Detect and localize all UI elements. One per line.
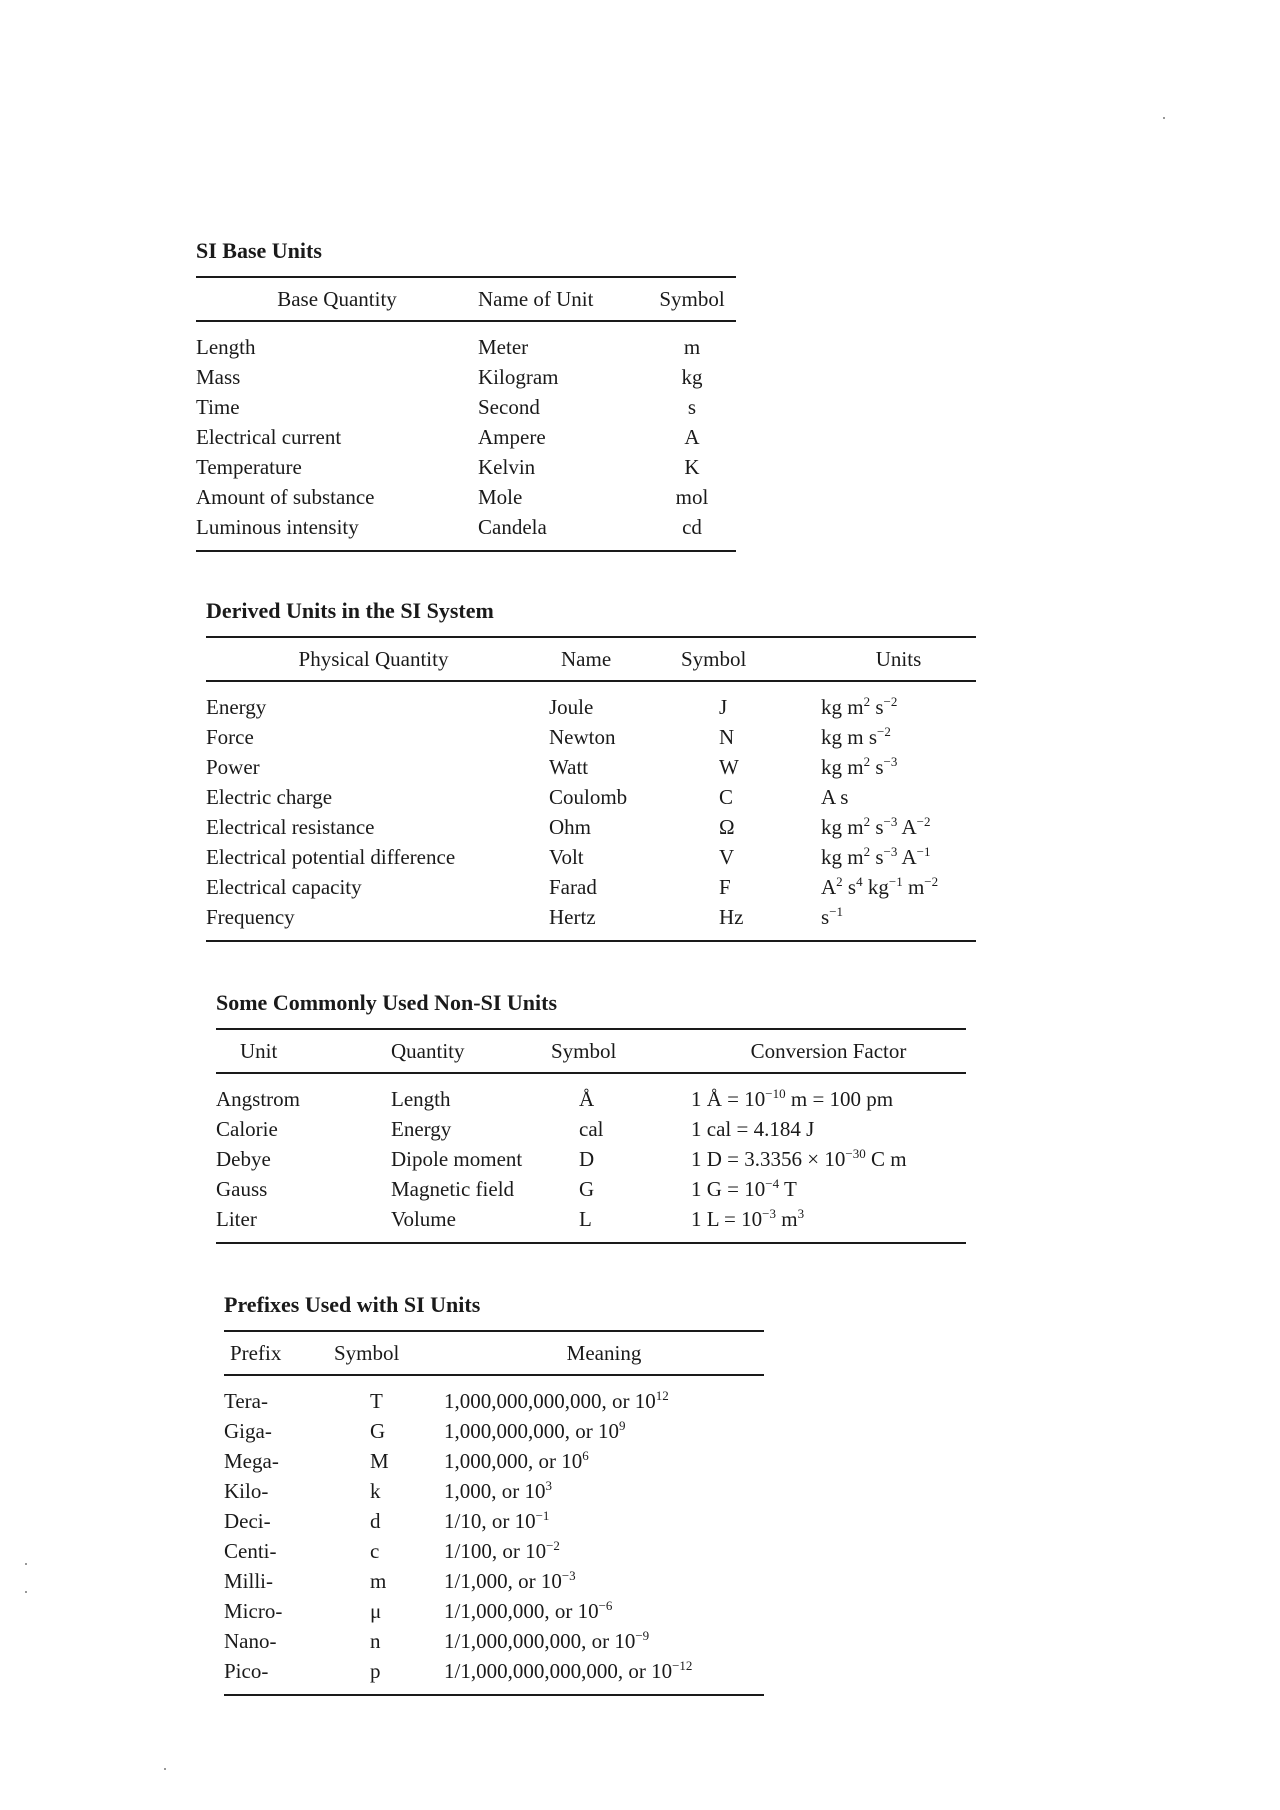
- derived-units-section: [206, 596, 976, 942]
- exponent: −1: [535, 1507, 550, 1523]
- units-cell: [821, 752, 976, 782]
- symbol-cell: μ: [370, 1598, 382, 1623]
- meaning-cell: [444, 1656, 764, 1695]
- non-si-units-body: [216, 1073, 966, 1243]
- exponent: 2: [863, 693, 871, 709]
- base-text: 1,000,000, or 10: [444, 1448, 583, 1473]
- base-text: m: [902, 874, 925, 899]
- column-header: Name: [541, 637, 681, 681]
- symbol-cell: n: [370, 1628, 381, 1653]
- base-text: kg m s: [821, 724, 878, 749]
- table-row: [206, 872, 976, 902]
- table-row: [216, 1073, 966, 1114]
- exponent: −9: [635, 1627, 650, 1643]
- physical-quantity-cell: Electric charge: [206, 784, 333, 809]
- units-cell: [821, 722, 976, 752]
- table-row: [196, 362, 736, 392]
- unit-name-cell: Farad: [549, 874, 597, 899]
- table-header-row: [206, 637, 976, 681]
- base-text: 1/1,000, or 10: [444, 1568, 562, 1593]
- physical-quantity-cell: Electrical capacity: [206, 874, 362, 899]
- base-text: 1,000,000,000, or 10: [444, 1418, 619, 1443]
- si-base-units-table: [196, 276, 736, 552]
- table-row: [196, 452, 736, 482]
- base-text: C m: [865, 1146, 907, 1171]
- scan-speck: [164, 1768, 166, 1770]
- base-text: 1/1,000,000, or 10: [444, 1598, 599, 1623]
- base-text: kg m: [821, 844, 864, 869]
- unit-name-cell: Kilogram: [478, 364, 559, 389]
- exponent: −3: [883, 753, 898, 769]
- column-header: Symbol: [551, 1029, 691, 1073]
- non-si-units-section: [216, 988, 966, 1244]
- exponent: 9: [619, 1417, 626, 1433]
- meaning-cell: [444, 1536, 764, 1566]
- quantity-cell: Energy: [391, 1116, 452, 1141]
- unit-name-cell: Volt: [549, 844, 584, 869]
- base-text: s: [821, 904, 830, 929]
- scan-speck: [25, 1591, 27, 1593]
- unit-cell: Calorie: [216, 1116, 278, 1141]
- base-quantity-cell: Mass: [196, 364, 241, 389]
- base-text: s: [842, 874, 857, 899]
- physical-quantity-cell: Energy: [206, 694, 267, 719]
- column-header: Symbol: [334, 1331, 444, 1375]
- unit-name-cell: Second: [478, 394, 540, 419]
- base-quantity-cell: Amount of substance: [196, 484, 375, 509]
- unit-name-cell: Ohm: [549, 814, 591, 839]
- base-text: s: [870, 844, 884, 869]
- base-text: A: [897, 844, 917, 869]
- exponent: −2: [924, 873, 939, 889]
- symbol-cell: k: [370, 1478, 381, 1503]
- unit-name-cell: Coulomb: [549, 784, 628, 809]
- column-header: Conversion Factor: [691, 1029, 966, 1073]
- table-row: [196, 482, 736, 512]
- base-text: kg: [862, 874, 889, 899]
- symbol-cell: cd: [648, 512, 736, 551]
- base-text: s: [870, 814, 884, 839]
- conversion-factor-cell: [691, 1073, 966, 1114]
- exponent: −12: [672, 1657, 693, 1673]
- unit-name-cell: Kelvin: [478, 454, 536, 479]
- symbol-cell: N: [719, 724, 735, 749]
- table-header-row: [196, 277, 736, 321]
- table-row: [224, 1476, 764, 1506]
- symbol-cell: c: [370, 1538, 380, 1563]
- prefix-cell: Deci-: [224, 1508, 271, 1533]
- conversion-factor-cell: [691, 1114, 966, 1144]
- prefixes-table: [224, 1330, 764, 1696]
- base-text: A s: [821, 784, 849, 809]
- exponent: −2: [883, 693, 898, 709]
- physical-quantity-cell: Frequency: [206, 902, 541, 941]
- table-row: [224, 1656, 764, 1695]
- si-base-units-section: [196, 236, 736, 552]
- base-text: kg m: [821, 814, 864, 839]
- unit-name-cell: Meter: [478, 334, 529, 359]
- column-header: Meaning: [444, 1331, 764, 1375]
- base-text: T: [779, 1176, 797, 1201]
- conversion-factor-cell: [691, 1204, 966, 1243]
- base-text: s: [870, 754, 884, 779]
- table-row: [206, 681, 976, 722]
- conversion-factor-cell: [691, 1144, 966, 1174]
- physical-quantity-cell: Electrical potential difference: [206, 844, 456, 869]
- conversion-factor-cell: [691, 1174, 966, 1204]
- base-text: A: [821, 874, 837, 899]
- prefix-cell: Centi-: [224, 1538, 277, 1563]
- symbol-cell: Hz: [681, 902, 821, 941]
- meaning-cell: [444, 1375, 764, 1416]
- derived-units-table: [206, 636, 976, 942]
- exponent: −3: [561, 1567, 576, 1583]
- exponent: 3: [797, 1205, 805, 1221]
- symbol-cell: A: [684, 424, 700, 449]
- column-header: Quantity: [371, 1029, 551, 1073]
- units-cell: [821, 782, 976, 812]
- table-row: [224, 1375, 764, 1416]
- exponent: −2: [877, 723, 891, 739]
- quantity-cell: Magnetic field: [391, 1176, 515, 1201]
- exponent: 2: [863, 753, 871, 769]
- symbol-cell: Å: [579, 1086, 595, 1111]
- base-text: 1 G = 10: [691, 1176, 766, 1201]
- section-title: Derived Units in the SI System: [206, 598, 494, 623]
- unit-name-cell: Newton: [549, 724, 616, 749]
- exponent: −6: [598, 1597, 613, 1613]
- quantity-cell: Volume: [371, 1204, 551, 1243]
- meaning-cell: [444, 1626, 764, 1656]
- table-row: [206, 782, 976, 812]
- unit-cell: Liter: [216, 1204, 371, 1243]
- meaning-cell: [444, 1566, 764, 1596]
- table-row: [196, 392, 736, 422]
- prefix-cell: Pico-: [224, 1656, 334, 1695]
- exponent: −3: [762, 1205, 776, 1221]
- column-header: Symbol: [681, 637, 821, 681]
- base-text: 1,000, or 10: [444, 1478, 546, 1503]
- meaning-cell: [444, 1446, 764, 1476]
- meaning-cell: [444, 1476, 764, 1506]
- exponent: −2: [546, 1537, 560, 1553]
- prefix-cell: Milli-: [224, 1568, 274, 1593]
- column-header: Symbol: [648, 277, 736, 321]
- table-row: [216, 1204, 966, 1243]
- section-title: Prefixes Used with SI Units: [224, 1292, 481, 1317]
- base-quantity-cell: Temperature: [196, 454, 302, 479]
- exponent: 4: [856, 873, 863, 889]
- symbol-cell: C: [719, 784, 734, 809]
- prefixes-section: [224, 1290, 764, 1696]
- table-row: [216, 1144, 966, 1174]
- units-cell: [821, 872, 976, 902]
- unit-cell: Debye: [216, 1146, 271, 1171]
- table-row: [196, 512, 736, 551]
- table-header-row: [224, 1331, 764, 1375]
- symbol-cell: L: [551, 1204, 691, 1243]
- unit-cell: Gauss: [216, 1176, 268, 1201]
- base-text: m = 100 pm: [785, 1086, 894, 1111]
- base-quantity-cell: Electrical current: [196, 424, 342, 449]
- table-row: [224, 1416, 764, 1446]
- table-row: [224, 1506, 764, 1536]
- exponent: 3: [545, 1477, 552, 1493]
- prefix-cell: Micro-: [224, 1598, 283, 1623]
- base-text: 1/100, or 10: [444, 1538, 547, 1563]
- table-row: [206, 842, 976, 872]
- column-header: Unit: [216, 1029, 371, 1073]
- table-row: [196, 321, 736, 362]
- unit-name-cell: Candela: [478, 512, 648, 551]
- table-row: [224, 1566, 764, 1596]
- derived-units-body: [206, 681, 976, 941]
- symbol-cell: V: [719, 844, 735, 869]
- base-quantity-cell: Time: [196, 394, 240, 419]
- base-text: kg m: [821, 754, 864, 779]
- physical-quantity-cell: Power: [206, 754, 260, 779]
- table-row: [216, 1174, 966, 1204]
- section-title: SI Base Units: [196, 238, 322, 263]
- unit-name-cell: Hertz: [541, 902, 681, 941]
- physical-quantity-cell: Force: [206, 724, 254, 749]
- prefix-cell: Mega-: [224, 1448, 279, 1473]
- table-header-row: [216, 1029, 966, 1073]
- base-text: kg m: [821, 694, 864, 719]
- section-title: Some Commonly Used Non-SI Units: [216, 990, 558, 1015]
- table-row: [224, 1626, 764, 1656]
- exponent: −2: [916, 813, 931, 829]
- prefix-cell: Tera-: [224, 1388, 268, 1413]
- table-row: [224, 1596, 764, 1626]
- exponent: 2: [863, 813, 871, 829]
- units-cell: [821, 812, 976, 842]
- units-cell: [821, 902, 976, 941]
- symbol-cell: F: [719, 874, 731, 899]
- non-si-units-table: [216, 1028, 966, 1244]
- exponent: −3: [883, 843, 898, 859]
- exponent: 2: [836, 873, 843, 889]
- base-quantity-cell: Length: [196, 334, 256, 359]
- symbol-cell: p: [334, 1656, 444, 1695]
- meaning-cell: [444, 1416, 764, 1446]
- symbol-cell: Ω: [719, 814, 735, 839]
- base-text: A: [897, 814, 917, 839]
- table-row: [224, 1446, 764, 1476]
- base-text: m: [776, 1206, 798, 1231]
- exponent: −1: [829, 903, 844, 919]
- column-header: Name of Unit: [478, 277, 648, 321]
- unit-name-cell: Watt: [549, 754, 589, 779]
- column-header: Physical Quantity: [206, 637, 541, 681]
- meaning-cell: [444, 1506, 764, 1536]
- meaning-cell: [444, 1596, 764, 1626]
- prefixes-body: [224, 1375, 764, 1695]
- symbol-cell: s: [687, 394, 697, 419]
- table-row: [206, 902, 976, 941]
- base-text: 1/1,000,000,000,000, or 10: [444, 1658, 673, 1683]
- symbol-cell: cal: [579, 1116, 604, 1141]
- unit-name-cell: Ampere: [478, 424, 546, 449]
- symbol-cell: kg: [681, 364, 703, 389]
- symbol-cell: m: [370, 1568, 387, 1593]
- symbol-cell: D: [579, 1146, 595, 1171]
- exponent: −30: [845, 1145, 866, 1161]
- base-text: 1 L = 10: [691, 1206, 763, 1231]
- units-cell: [821, 681, 976, 722]
- exponent: −4: [765, 1175, 780, 1191]
- base-text: 1 cal = 4.184 J: [691, 1116, 815, 1141]
- prefix-cell: Kilo-: [224, 1478, 269, 1503]
- unit-name-cell: Joule: [549, 694, 594, 719]
- base-text: 1,000,000,000,000, or 10: [444, 1388, 656, 1413]
- exponent: −1: [888, 873, 903, 889]
- symbol-cell: G: [579, 1176, 595, 1201]
- prefix-cell: Nano-: [224, 1628, 277, 1653]
- quantity-cell: Dipole moment: [391, 1146, 523, 1171]
- table-row: [206, 722, 976, 752]
- scan-speck: [1163, 117, 1165, 119]
- quantity-cell: Length: [391, 1086, 451, 1111]
- base-text: 1/1,000,000,000, or 10: [444, 1628, 636, 1653]
- exponent: 2: [863, 843, 871, 859]
- column-header: Units: [821, 637, 976, 681]
- symbol-cell: m: [683, 334, 701, 359]
- exponent: −1: [916, 843, 931, 859]
- exponent: 12: [655, 1387, 669, 1403]
- exponent: −3: [883, 813, 898, 829]
- base-text: s: [870, 694, 884, 719]
- prefix-cell: Giga-: [224, 1418, 272, 1443]
- base-text: 1 D = 3.3356 × 10: [691, 1146, 846, 1171]
- units-cell: [821, 842, 976, 872]
- table-row: [216, 1114, 966, 1144]
- symbol-cell: d: [370, 1508, 381, 1533]
- column-header: Prefix: [224, 1331, 334, 1375]
- table-row: [206, 752, 976, 782]
- base-quantity-cell: Luminous intensity: [196, 512, 478, 551]
- symbol-cell: M: [370, 1448, 389, 1473]
- column-header: Base Quantity: [196, 277, 478, 321]
- symbol-cell: J: [719, 694, 728, 719]
- base-text: 1 Å = 10: [691, 1086, 766, 1111]
- symbol-cell: K: [684, 454, 700, 479]
- unit-cell: Angstrom: [216, 1086, 300, 1111]
- symbol-cell: G: [370, 1418, 386, 1443]
- table-row: [196, 422, 736, 452]
- unit-name-cell: Mole: [478, 484, 523, 509]
- base-text: 1/10, or 10: [444, 1508, 536, 1533]
- symbol-cell: W: [719, 754, 739, 779]
- table-row: [206, 812, 976, 842]
- exponent: 6: [582, 1447, 589, 1463]
- physical-quantity-cell: Electrical resistance: [206, 814, 375, 839]
- table-row: [224, 1536, 764, 1566]
- exponent: −10: [765, 1085, 786, 1101]
- scan-speck: [25, 1563, 27, 1565]
- symbol-cell: mol: [675, 484, 709, 509]
- symbol-cell: T: [370, 1388, 383, 1413]
